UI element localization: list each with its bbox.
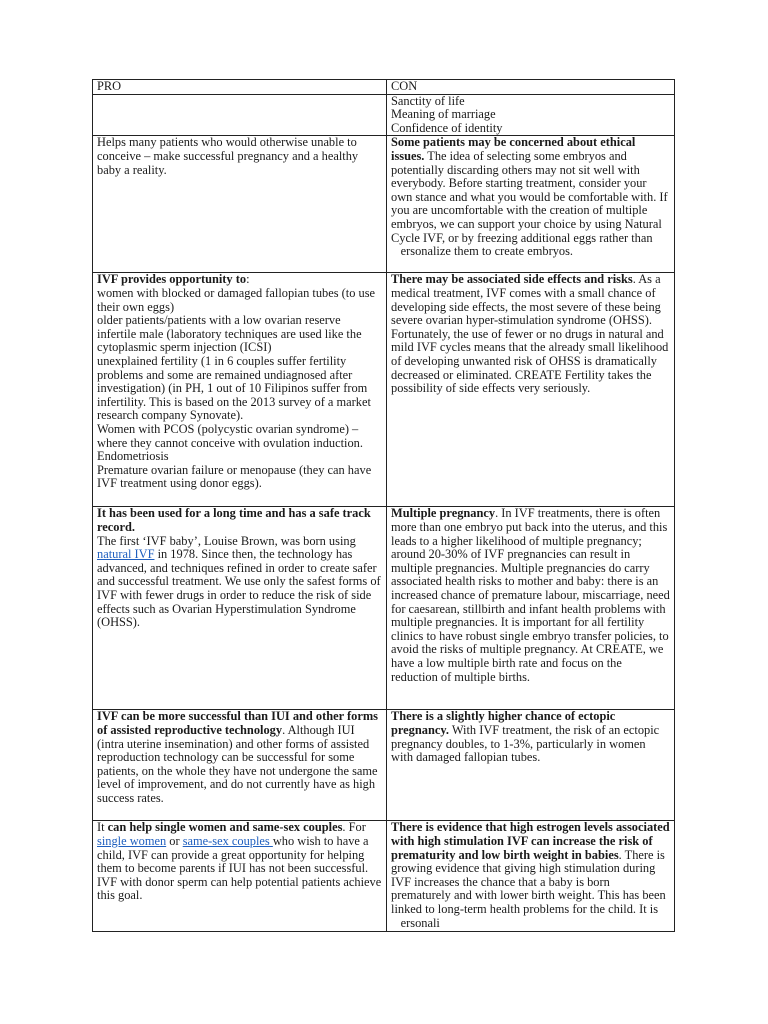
con-header: CON (387, 80, 675, 95)
pro-heading: It has been used for a long time and has a safe track record. (97, 506, 371, 534)
pro-heading: IVF provides opportunity to (97, 272, 247, 287)
table-row (93, 136, 675, 273)
con-heading: Some patients may be concerned about ethical issues. (391, 135, 636, 163)
natural-ivf-link[interactable]: natural IVF (97, 547, 155, 562)
pro-heading: IVF can be more successful than IUI and other forms of assisted reproductive technology (97, 709, 378, 737)
pro-list-item: Premature ovarian failure or menopause (they can have IVF treatment using donor eggs). (97, 462, 372, 491)
pro-cell (93, 821, 387, 932)
table-row (93, 710, 675, 821)
con-heading: Multiple pregnancy (391, 506, 496, 521)
pro-header: PRO (93, 80, 387, 95)
con-cell (387, 507, 675, 710)
con-cell (387, 710, 675, 821)
pro-cell (93, 136, 387, 273)
pro-heading: can help single women and same-sex couples (107, 820, 343, 835)
pro-text: Helps many patients who would otherwise unable to conceive – make successful pregnancy and a healthy baby a reality. (97, 135, 359, 177)
con-heading: There is evidence that high estrogen levels associated with high stimulation IVF can increase the risk of prematurity and low birth weight in babies (391, 820, 670, 862)
pro-cell (93, 507, 387, 710)
pro-list-item: Endometriosis (97, 449, 169, 464)
con-text: The idea of selecting some embryos and potentially discarding others may not sit well with everybody. Before starting treatment, consider your own stance and what you would be comfortable with. If you are uncomfortable with the creation of multiple embryos, we can support your choice by using Natural Cycle IVF, or by freezing additional eggs rather than ersonalize them to create embryos. (391, 148, 668, 259)
pro-cell (93, 94, 387, 136)
pro-list-item: Women with PCOS (polycystic ovarian syndrome) – where they cannot conceive with ovulation induction. (97, 421, 363, 450)
pro-list-item: infertile male (laboratory techniques are used like the cytoplasmic sperm injection (ICSI) (97, 326, 362, 355)
con-cell (387, 136, 675, 273)
pro-list-item: older patients/patients with a low ovarian reserve (97, 313, 341, 328)
table-header-row (93, 80, 675, 95)
pro-text: . Although IUI (intra uterine insemination) and other forms of assisted reproduction technology can be successful for some patients, on the whole they have not undergone the same level of improvement, and do not currently have as high success rates. (97, 722, 378, 805)
values-item: Meaning of marriage (391, 107, 496, 122)
con-cell (387, 273, 675, 507)
same-sex-couples-link[interactable]: same-sex couples (182, 833, 273, 848)
pro-text: It (97, 820, 108, 835)
con-text: With IVF treatment, the risk of an ectopic pregnancy doubles, to 1-3%, particularly in women with damaged fallopian tubes. (391, 722, 660, 765)
con-heading: There may be associated side effects and risks (391, 272, 633, 287)
table-row (93, 821, 675, 932)
pro-text: who wish to have a child, IVF can provide a great opportunity for helping them to become parents if IUI has not been successful. IVF with donor sperm can help potential patients achieve this goal. (97, 833, 382, 903)
values-item: Confidence of identity (391, 120, 503, 135)
pro-text: or (166, 833, 183, 848)
pro-cell (93, 710, 387, 821)
pro-text: The first ‘IVF baby’, Louise Brown, was born using (97, 533, 356, 548)
table-row (93, 273, 675, 507)
single-women-link[interactable]: single women (97, 833, 167, 848)
con-text: . There is growing evidence that giving high stimulation during IVF increases the chance that a baby is born prematurely and with lower birth weight. This has been linked to long-term health problems for the child. It is ersonali (391, 847, 666, 930)
pro-cell (93, 273, 387, 507)
con-heading: There is a slightly higher chance of ectopic pregnancy. (391, 709, 616, 737)
pro-list-item: women with blocked or damaged fallopian tubes (to use their own eggs) (97, 285, 376, 314)
pro-list-item: unexplained fertility (1 in 6 couples suffer fertility problems and some are remained undiagnosed after investigation) (in PH, 1 out of 10 Filipinos suffer from infertility. This is based on the 2013 survey of a market research company Synovate). (97, 353, 371, 423)
values-item: Sanctity of life (391, 94, 465, 108)
pro-heading-colon: : (246, 272, 250, 287)
con-text: . In IVF treatments, there is often more than one embryo put back into the uterus, and this leads to a higher likelihood of multiple pregnancy; around 20-30% of IVF pregnancies can result in multiple pregnancies. Multiple pregnancies do carry associated health risks to mother and baby: there is an increased chance of premature labour, miscarriage, need for caesarean, stillbirth and infant health problems with multiple pregnancies. It is important for all fertility clinics to have robust single embryo transfer policies, to avoid the risks of multiple pregnancy. At CREATE, we have a low multiple birth rate and focus on the reduction of multiple births. (391, 506, 670, 684)
pro-con-table (92, 79, 675, 932)
con-cell (387, 94, 675, 136)
con-text: . As a medical treatment, IVF comes with a small chance of developing side effects, the most severe of these being severe ovarian hyper-stimulation syndrome (OHSS). Fortunately, the use of fewer or no drugs in natural and mild IVF cycles means that the already small likelihood of developing unwanted risk of OHSS is dramatically decreased or eliminated. CREATE Fertility takes the possibility of side effects very seriously. (391, 272, 669, 396)
table-row (93, 507, 675, 710)
pro-text: . For (342, 820, 366, 835)
pro-text: in 1978. Since then, the technology has advanced, and techniques refined in order to create safer and successful treatment. We use only the safest forms of IVF with fewer drugs in order to reduce the risk of side effects such as Ovarian Hyperstimulation Syndrome (OHSS). (97, 547, 381, 630)
table-row (93, 94, 675, 136)
con-cell (387, 821, 675, 932)
